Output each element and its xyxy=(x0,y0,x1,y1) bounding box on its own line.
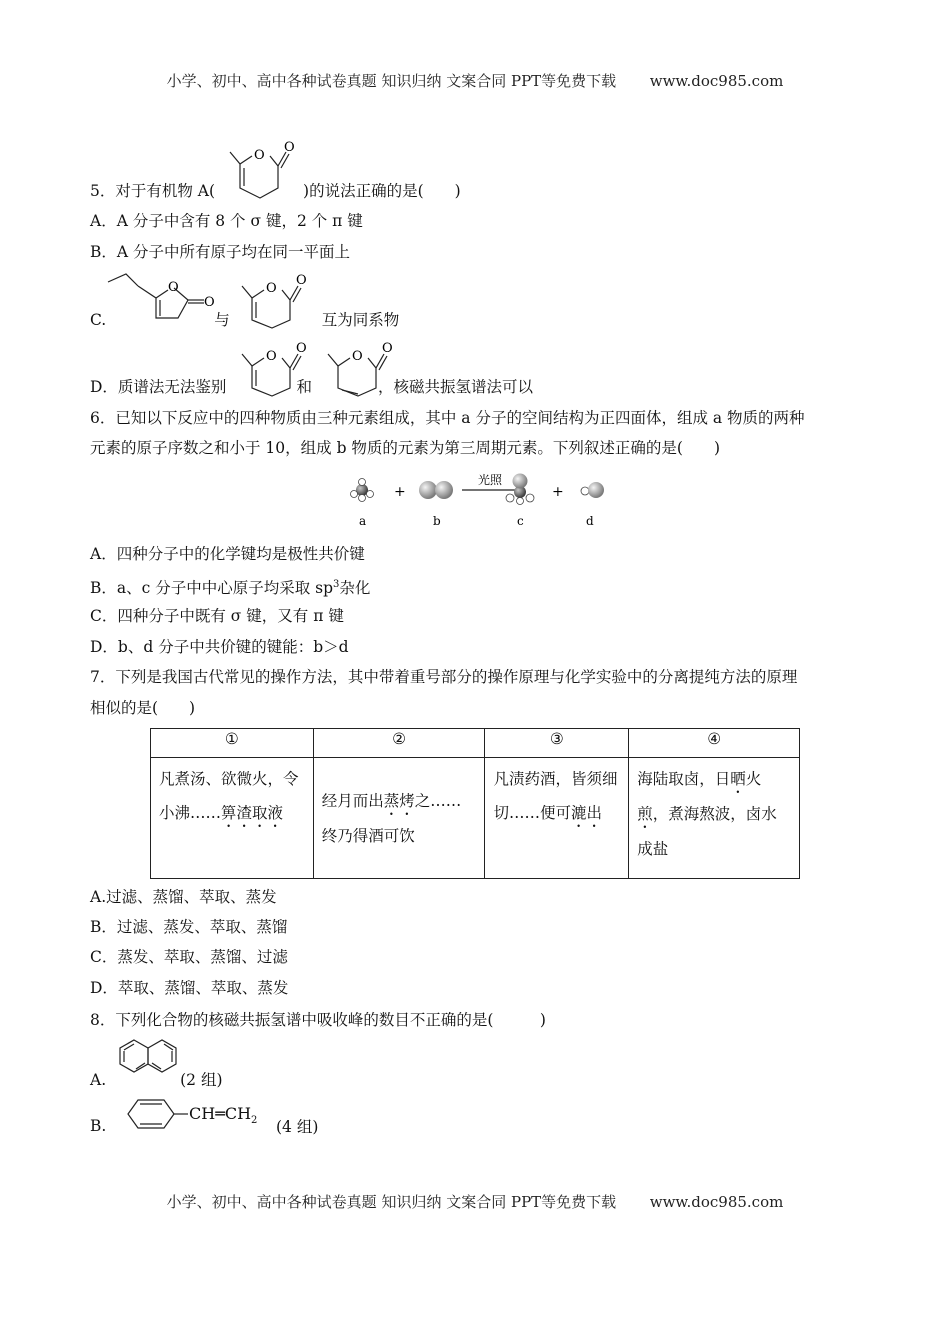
q7-option-C: C．蒸发、萃取、蒸馏、过滤 xyxy=(90,948,288,966)
q7-option-A: A.过滤、蒸馏、萃取、蒸发 xyxy=(90,888,277,906)
molecule-c xyxy=(506,474,534,505)
q7-cell-2-text: 经月而出 xyxy=(321,791,384,810)
q7-table xyxy=(150,728,800,879)
q5-stem-pre: 5．对于有机物 A( xyxy=(90,182,216,200)
q7-option-B: B．过滤、蒸发、萃取、蒸馏 xyxy=(90,918,288,936)
q5-stem-post: )的说法正确的是( ) xyxy=(303,182,461,200)
q7-cell-3 xyxy=(485,758,629,879)
q6-label-c: c xyxy=(517,514,524,528)
q6-option-B xyxy=(90,574,370,599)
q8-A-note: (2 组) xyxy=(180,1071,223,1089)
q5-molecule-A xyxy=(218,138,298,198)
page-header xyxy=(0,70,950,91)
q5-D-mid: 和 xyxy=(296,378,312,396)
q7-cell-4 xyxy=(629,758,800,879)
q7-cell-2 xyxy=(313,758,485,879)
footer-url: www.doc985.com xyxy=(649,1193,784,1211)
q5-D-end: ，核磁共振氢谱法可以 xyxy=(377,378,533,396)
q5-atom-O: O xyxy=(254,148,265,163)
q7-header-2: ② xyxy=(313,729,485,758)
q6-stem-line2: 元素的原子序数之和小于 10，组成 b 物质的元素为第三周期元素。下列叙述正确的是( ) xyxy=(90,439,721,457)
q5-molecule-D1 xyxy=(236,338,316,398)
q5-atom-O2: O xyxy=(284,140,295,155)
q5-C1-atom-O2: O xyxy=(204,295,215,310)
q7-cell-3-emph: 漉出 xyxy=(571,804,603,822)
q7-cell-1 xyxy=(151,758,314,879)
q7-cell-1-emph: 箅渣取液 xyxy=(221,804,284,822)
q5-C2-atom-O2: O xyxy=(296,273,307,288)
q6-option-A: A．四种分子中的化学键均是极性共价键 xyxy=(90,545,365,563)
q7-header-4: ④ xyxy=(629,729,800,758)
q7-cell-4-text3: ，煮海熬波，卤水成盐 xyxy=(637,805,777,858)
q8-B-sub: 2 xyxy=(251,1115,258,1127)
q6-option-D: D．b、d 分子中共价键的键能：b＞d xyxy=(90,638,349,656)
header-url: www.doc985.com xyxy=(649,72,784,90)
q8-option-B-formula xyxy=(189,1103,257,1132)
q6-arrow-label: 光照 xyxy=(478,473,503,487)
q6-plus-1: + xyxy=(394,484,406,500)
q5-D2-atom-O2: O xyxy=(382,341,393,356)
q7-stem-line2: 相似的是( ) xyxy=(90,699,196,717)
q7-cell-3-text: 凡渍药酒，皆须细切……便可 xyxy=(493,770,618,822)
q7-stem-line1: 7．下列是我国古代常见的操作方法，其中带着重号部分的操作原理与化学实验中的分离提纯方法的原理 xyxy=(90,668,798,686)
molecule-a xyxy=(351,479,374,502)
q5-D1-atom-O: O xyxy=(266,349,277,364)
q6-option-C: C．四种分子中既有 σ 键，又有 π 键 xyxy=(90,607,344,625)
q5-D1-atom-O2: O xyxy=(296,341,307,356)
q7-cell-4-text2: 火 xyxy=(745,770,762,788)
molecule-b xyxy=(419,481,453,499)
q6-label-d: d xyxy=(586,514,594,528)
q5-C1-atom-O: O xyxy=(168,280,179,295)
q7-cell-1-text: 凡煮汤、欲微火，令小沸…… xyxy=(159,770,299,822)
q7-header-3: ③ xyxy=(485,729,629,758)
q7-cell-2-emph: 蒸烤 xyxy=(383,791,415,810)
q6-B-sup: 3 xyxy=(333,579,340,590)
q8-option-B-note: (4 组) xyxy=(276,1118,319,1136)
header-text: 小学、初中、高中各种试卷真题 知识归纳 文案合同 PPT等免费下载 xyxy=(166,72,617,90)
q5-D-pre: D．质谱法无法鉴别 xyxy=(90,378,227,396)
q8-A-label: A. xyxy=(90,1071,107,1089)
q6-label-b: b xyxy=(433,514,441,528)
footer-text: 小学、初中、高中各种试卷真题 知识归纳 文案合同 PPT等免费下载 xyxy=(166,1193,617,1211)
molecule-d xyxy=(581,482,604,498)
q8-B-label: B. xyxy=(90,1117,107,1135)
q5-option-A: A．A 分子中含有 8 个 σ 键，2 个 π 键 xyxy=(90,212,363,230)
q5-molecule-C1 xyxy=(108,268,218,328)
q6-B-post: 杂化 xyxy=(339,579,371,598)
q5-molecule-C2 xyxy=(236,270,316,330)
q5-C-label: C. xyxy=(90,311,107,329)
q5-molecule-D2 xyxy=(322,338,402,398)
page-footer xyxy=(0,1191,950,1212)
q8-styrene-ring xyxy=(116,1098,196,1138)
q7-header-1: ① xyxy=(151,729,314,758)
q5-option-B: B．A 分子中所有原子均在同一平面上 xyxy=(90,243,351,261)
q6-stem-line1: 6．已知以下反应中的四种物质由三种元素组成，其中 a 分子的空间结构为正四面体，组成 a 物质的两种 xyxy=(90,409,805,427)
q8-naphthalene xyxy=(114,1036,184,1096)
q6-label-a: a xyxy=(359,514,367,528)
q7-cell-4-text: 海陆取卤，日 xyxy=(637,770,731,788)
q5-C-mid: 与 xyxy=(214,311,230,329)
q6-reaction-diagram xyxy=(340,470,640,530)
q8-stem: 8．下列化合物的核磁共振氢谱中吸收峰的数目不正确的是( ) xyxy=(90,1011,546,1029)
q5-C-end: 互为同系物 xyxy=(321,311,400,329)
q5-D2-atom-O: O xyxy=(352,349,363,364)
q7-cell-4-emph2: 煎 xyxy=(637,805,653,823)
q6-plus-2: + xyxy=(552,484,564,500)
q5-C2-atom-O: O xyxy=(266,281,277,296)
q8-option-B xyxy=(90,1115,106,1137)
q7-cell-2-text2: 之……终乃得酒可饮 xyxy=(321,791,462,845)
q7-cell-4-emph1: 晒 xyxy=(730,770,746,788)
q7-option-D: D．萃取、蒸馏、萃取、蒸发 xyxy=(90,979,289,997)
q8-B-formula: CH═CH xyxy=(189,1104,252,1123)
q6-B-pre: B．a、c 分子中中心原子均采取 sp xyxy=(90,579,334,598)
